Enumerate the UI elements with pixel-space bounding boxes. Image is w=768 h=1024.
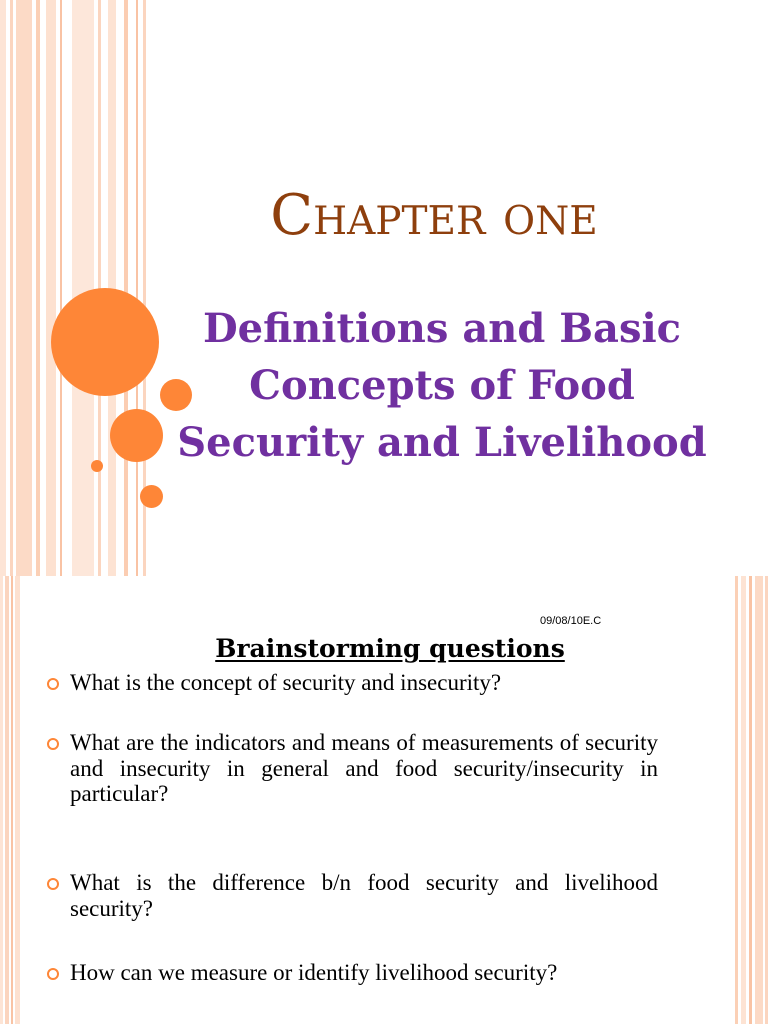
list-item (42, 960, 658, 986)
hollow-circle-bullet-icon (47, 678, 59, 690)
subtitle-line: Definitions and Basic (202, 305, 682, 352)
question-text: What are the indicators and means of measurements of security and insecurity in general and food security/insecurity in particular? (70, 730, 658, 806)
question-text: What is the difference b/n food security and livelihood security? (70, 870, 658, 921)
hollow-circle-bullet-icon (47, 968, 59, 980)
list-item (42, 870, 658, 921)
list-item (42, 670, 658, 696)
slide-heading: Brainstorming questions (215, 634, 565, 663)
subtitle-line: Concepts of Food (249, 362, 635, 409)
decorative-circle-tiny (91, 460, 103, 472)
questions-slide (0, 576, 768, 1024)
hollow-circle-bullet-icon (47, 738, 59, 750)
decorative-stripes-right (735, 576, 768, 1024)
decorative-circle-large (51, 288, 159, 396)
chapter-title: Chapter one (270, 183, 598, 248)
slide-date: 09/08/10E.C (540, 615, 602, 627)
question-text: What is the concept of security and insecurity? (70, 670, 502, 695)
hollow-circle-bullet-icon (47, 878, 59, 890)
chapter-subtitle (146, 300, 738, 471)
list-item (42, 730, 658, 807)
subtitle-line: Security and Livelihood (177, 419, 707, 466)
question-text: How can we measure or identify livelihood security? (70, 960, 558, 985)
decorative-stripes-left (0, 576, 20, 1024)
decorative-stripes (0, 0, 150, 576)
decorative-circle-small (140, 485, 163, 508)
